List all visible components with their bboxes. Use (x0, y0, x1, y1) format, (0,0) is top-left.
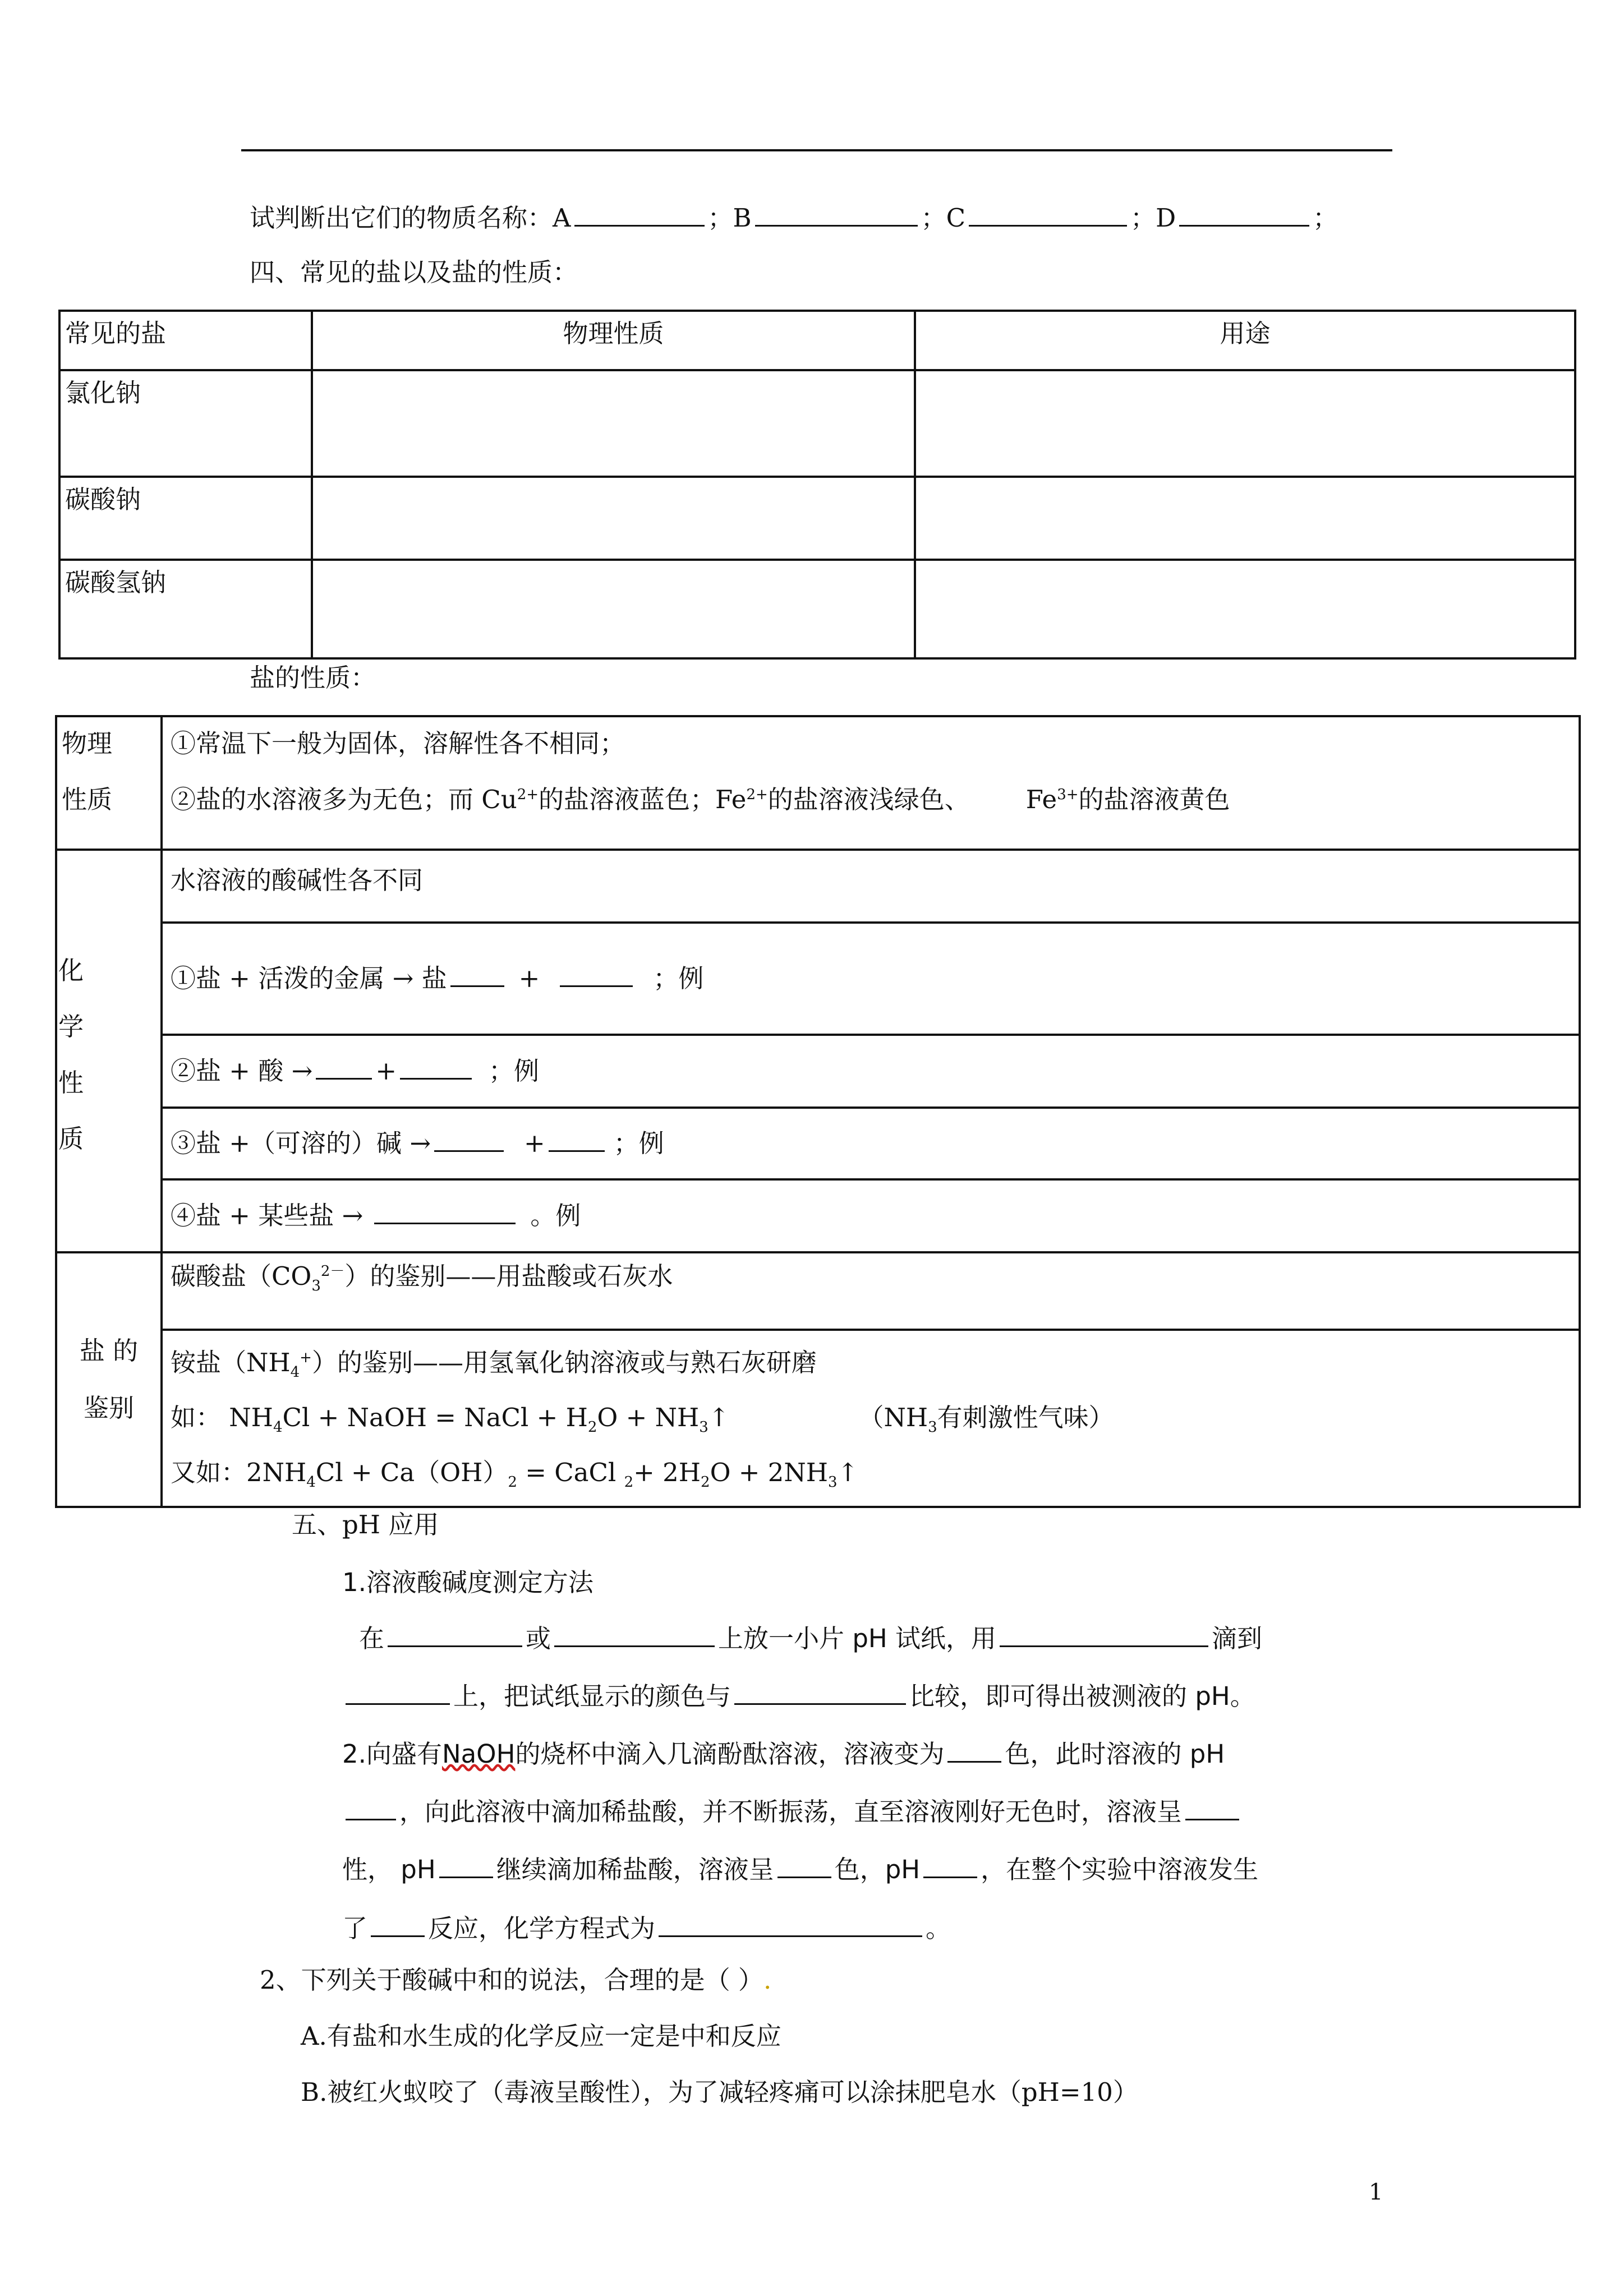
q2-line2 (342, 1796, 1243, 1828)
q1-l1-a: 在 (359, 1624, 385, 1653)
carbonate-b: ）的鉴别——用盐酸或石灰水 (344, 1261, 673, 1291)
carbonate-sup: 2－ (320, 1263, 345, 1280)
physical-line1: ①常温下一般为固体，溶解性各不相同； (171, 729, 625, 758)
q2-naoh: NaOH (441, 1739, 516, 1769)
q1-l1-c: 上放一小片 pH 试纸，用 (718, 1624, 997, 1653)
blank-c[interactable] (969, 204, 1127, 227)
eq2-b: Cl + Ca（OH） (315, 1458, 508, 1487)
equation-1 (171, 1390, 1574, 1445)
q2-l4-a: 了 (342, 1914, 368, 1943)
eq1-note-b: 有刺激性气味） (937, 1403, 1114, 1432)
cell-nacl-use[interactable] (915, 370, 1575, 477)
eq1-note-sub: 3 (928, 1419, 937, 1436)
q2-l4-b: 反应，化学方程式为 (428, 1914, 656, 1943)
eq2-sub2: 2 (508, 1474, 517, 1491)
physical-label-1: 物理 (62, 729, 113, 758)
r1-b: + (518, 963, 540, 993)
eq1-b: Cl + NaOH = NaCl + H (282, 1403, 588, 1432)
q2-l1-b: 的烧杯中滴入几滴酚酞溶液，溶液变为 (515, 1739, 945, 1769)
physical-line2 (171, 783, 1574, 816)
r2-blank-1[interactable] (316, 1057, 372, 1080)
physical-content (162, 716, 1580, 850)
q2-l1-a: 2.向盛有 (342, 1739, 442, 1769)
carbonate-a: 碳酸盐（CO (171, 1261, 312, 1291)
section4-heading: 四、常见的盐以及盐的性质： (250, 257, 578, 287)
question2-dot: . (763, 1965, 772, 1995)
q2-line1 (342, 1738, 1225, 1771)
chemical-r0: 水溶液的酸碱性各不同 (162, 850, 1580, 923)
q2-blank-5[interactable] (778, 1855, 831, 1878)
q1-line1 (359, 1622, 1262, 1655)
header-salt: 常见的盐 (59, 311, 312, 370)
option-b[interactable]: B.被红火蚁咬了（毒液呈酸性），为了减轻疼痛可以涂抹肥皂水（pH=10） (301, 2077, 1138, 2107)
top-rule (241, 149, 1392, 151)
physical-line2-a: ②盐的水溶液多为无色；而 Cu (171, 785, 517, 814)
equation-2 (171, 1445, 1574, 1500)
chemical-label-char-4: 质 (58, 1124, 84, 1154)
q2-blank-6[interactable] (923, 1855, 977, 1878)
q1-blank-4[interactable] (346, 1682, 450, 1705)
q1-l1-b: 或 (526, 1624, 551, 1653)
salt-props-heading: 盐的性质： (250, 663, 376, 693)
r1-blank-2[interactable] (560, 964, 633, 987)
eq1-sub3: 3 (699, 1419, 709, 1436)
physical-label (56, 716, 162, 850)
eq2-d: + 2H (633, 1458, 701, 1487)
r4-c: 。例 (530, 1201, 581, 1230)
ammonium-sub: 4 (290, 1364, 300, 1381)
q2-l3-b: 继续滴加稀盐酸，溶液呈 (496, 1855, 774, 1884)
q1-blank-1[interactable] (388, 1624, 522, 1647)
r3-b: + (524, 1128, 545, 1158)
sep-c: ； (1130, 203, 1156, 233)
r4-blank[interactable] (374, 1201, 516, 1224)
label-c: C (946, 203, 966, 233)
r3-blank-2[interactable] (549, 1129, 605, 1152)
r3-a: ③盐 +（可溶的）碱 → (171, 1128, 431, 1158)
blank-d[interactable] (1179, 204, 1309, 227)
q2-line3 (342, 1854, 1258, 1886)
header-use: 用途 (915, 311, 1575, 370)
chemical-r4 (162, 1179, 1580, 1252)
q2-blank-8[interactable] (659, 1914, 922, 1937)
q2-blank-7[interactable] (371, 1914, 425, 1937)
physical-label-2: 性质 (62, 785, 113, 814)
cell-nahco3-use[interactable] (915, 560, 1575, 658)
q1-l1-d: 滴到 (1212, 1624, 1263, 1653)
r1-blank-1[interactable] (450, 964, 504, 987)
q2-line4 (342, 1912, 951, 1945)
eq2-sub4: 2 (701, 1474, 710, 1491)
sep-a: ； (707, 203, 733, 233)
eq2-arrow: ↑ (837, 1458, 859, 1487)
fe3-charge: 3+ (1057, 786, 1079, 803)
section5-heading: 五、pH 应用 (292, 1510, 439, 1539)
q2-l3-c: 色，pH (834, 1855, 921, 1884)
physical-line2-c: 的盐溶液浅绿色、 (767, 785, 970, 814)
carbonate-sub: 3 (311, 1278, 321, 1294)
eq2-e: O + 2NH (710, 1458, 829, 1487)
chemical-r3 (162, 1108, 1580, 1179)
eq1-a: 如： NH (171, 1403, 273, 1432)
eq1-sub2: 2 (587, 1419, 597, 1436)
ammonium-a: 铵盐（NH (171, 1348, 291, 1377)
eq1-c: O + NH (597, 1403, 700, 1432)
q2-l3-d: ，在整个实验中溶液发生 (981, 1855, 1259, 1884)
question2-stem (260, 1964, 771, 1997)
r1-a: ①盐 + 活泼的金属 → 盐 (171, 963, 447, 993)
eq2-sub3: 2 (624, 1474, 634, 1491)
r3-c: ；例 (613, 1128, 664, 1158)
r4-a: ④盐 + 某些盐 → (171, 1201, 364, 1230)
r1-c: ；例 (653, 963, 704, 993)
chemical-label (56, 850, 162, 1252)
cu-charge: 2+ (517, 786, 539, 803)
fe2-charge: 2+ (746, 786, 768, 803)
row-nacl: 氯化钠 (59, 370, 312, 477)
eq1-sub1: 4 (273, 1419, 283, 1436)
salt-props-table (55, 715, 1581, 1508)
identify-prompt: 试判断出它们的物质名称： (250, 203, 553, 233)
r3-blank-1[interactable] (434, 1129, 504, 1152)
ammonium-sup: + (300, 1349, 312, 1366)
cell-nahco3-physical[interactable] (312, 560, 915, 658)
ammonium-b: ）的鉴别——用氢氧化钠溶液或与熟石灰研磨 (311, 1348, 817, 1377)
physical-line2-e: 的盐溶液黄色 (1078, 785, 1230, 814)
row-na2co3: 碳酸钠 (59, 477, 312, 560)
r2-a: ②盐 + 酸 → (171, 1056, 313, 1086)
eq1-arrow: ↑ (708, 1403, 730, 1432)
carbonate-id (162, 1252, 1580, 1330)
q1-l2-a: 上，把试纸显示的颜色与 (453, 1681, 732, 1711)
q1-l2-b: 比较，即可得出被测液的 pH。 (909, 1681, 1255, 1711)
label-b: B (733, 203, 752, 233)
sep-b: ； (921, 203, 946, 233)
ammonium-line (171, 1335, 1574, 1390)
physical-line2-b: 的盐溶液蓝色；Fe (539, 785, 747, 814)
cell-nacl-physical[interactable] (312, 370, 915, 477)
identify-salt-label-1: 盐 的 (79, 1336, 139, 1366)
q2-blank-4[interactable] (439, 1855, 493, 1878)
ammonium-id (162, 1330, 1580, 1507)
label-a: A (553, 203, 571, 233)
cell-na2co3-use[interactable] (915, 477, 1575, 560)
chemical-r1 (162, 923, 1580, 1035)
eq1-note-a: （NH (858, 1403, 928, 1432)
eq2-sub1: 4 (306, 1474, 316, 1491)
chemical-label-char-1: 化 (58, 956, 84, 985)
q1-blank-5[interactable] (734, 1682, 906, 1705)
q1-blank-3[interactable] (1000, 1624, 1208, 1647)
blank-a[interactable] (574, 204, 705, 227)
cell-na2co3-physical[interactable] (312, 477, 915, 560)
q1-title: 1.溶液酸碱度测定方法 (342, 1567, 594, 1597)
eq2-c: = CaCl (517, 1458, 624, 1487)
q2-l1-c: 色，此时溶液的 pH (1005, 1739, 1225, 1769)
header-physical: 物理性质 (312, 311, 915, 370)
q2-l2-a: ，向此溶液中滴加稀盐酸，并不断振荡，直至溶液刚好无色时，溶液呈 (399, 1797, 1183, 1827)
option-a[interactable]: A.有盐和水生成的化学反应一定是中和反应 (301, 2021, 781, 2051)
q1-blank-2[interactable] (554, 1624, 715, 1647)
label-d: D (1156, 203, 1176, 233)
question2-stem-text: 2、下列关于酸碱中和的说法，合理的是（ ） (260, 1965, 763, 1995)
chemical-label-char-3: 性 (58, 1068, 84, 1098)
row-nahco3: 碳酸氢钠 (59, 560, 312, 658)
q2-blank-2[interactable] (346, 1797, 396, 1820)
identify-salt-label (56, 1252, 162, 1507)
identify-salt-label-2: 鉴别 (83, 1393, 134, 1423)
q2-l3-a: 性， pH (342, 1855, 436, 1884)
r2-blank-2[interactable] (400, 1057, 472, 1080)
q2-blank-1[interactable] (947, 1740, 1001, 1763)
r2-c: ；例 (489, 1056, 540, 1086)
chemical-label-char-2: 学 (58, 1012, 84, 1041)
identify-line (250, 202, 1338, 234)
physical-line2-d: Fe (1025, 785, 1057, 814)
page-number: 1 (1369, 2179, 1383, 2205)
q2-blank-3[interactable] (1185, 1797, 1239, 1820)
eq2-a: 又如：2NH (171, 1458, 307, 1487)
q1-line2 (342, 1680, 1255, 1713)
chemical-r2 (162, 1035, 1580, 1108)
common-salts-table (58, 310, 1576, 660)
sep-d: ； (1313, 203, 1338, 233)
eq2-sub5: 3 (828, 1474, 838, 1491)
blank-b[interactable] (755, 204, 918, 227)
q2-l4-c: 。 (926, 1914, 951, 1943)
r2-b: + (375, 1056, 397, 1086)
